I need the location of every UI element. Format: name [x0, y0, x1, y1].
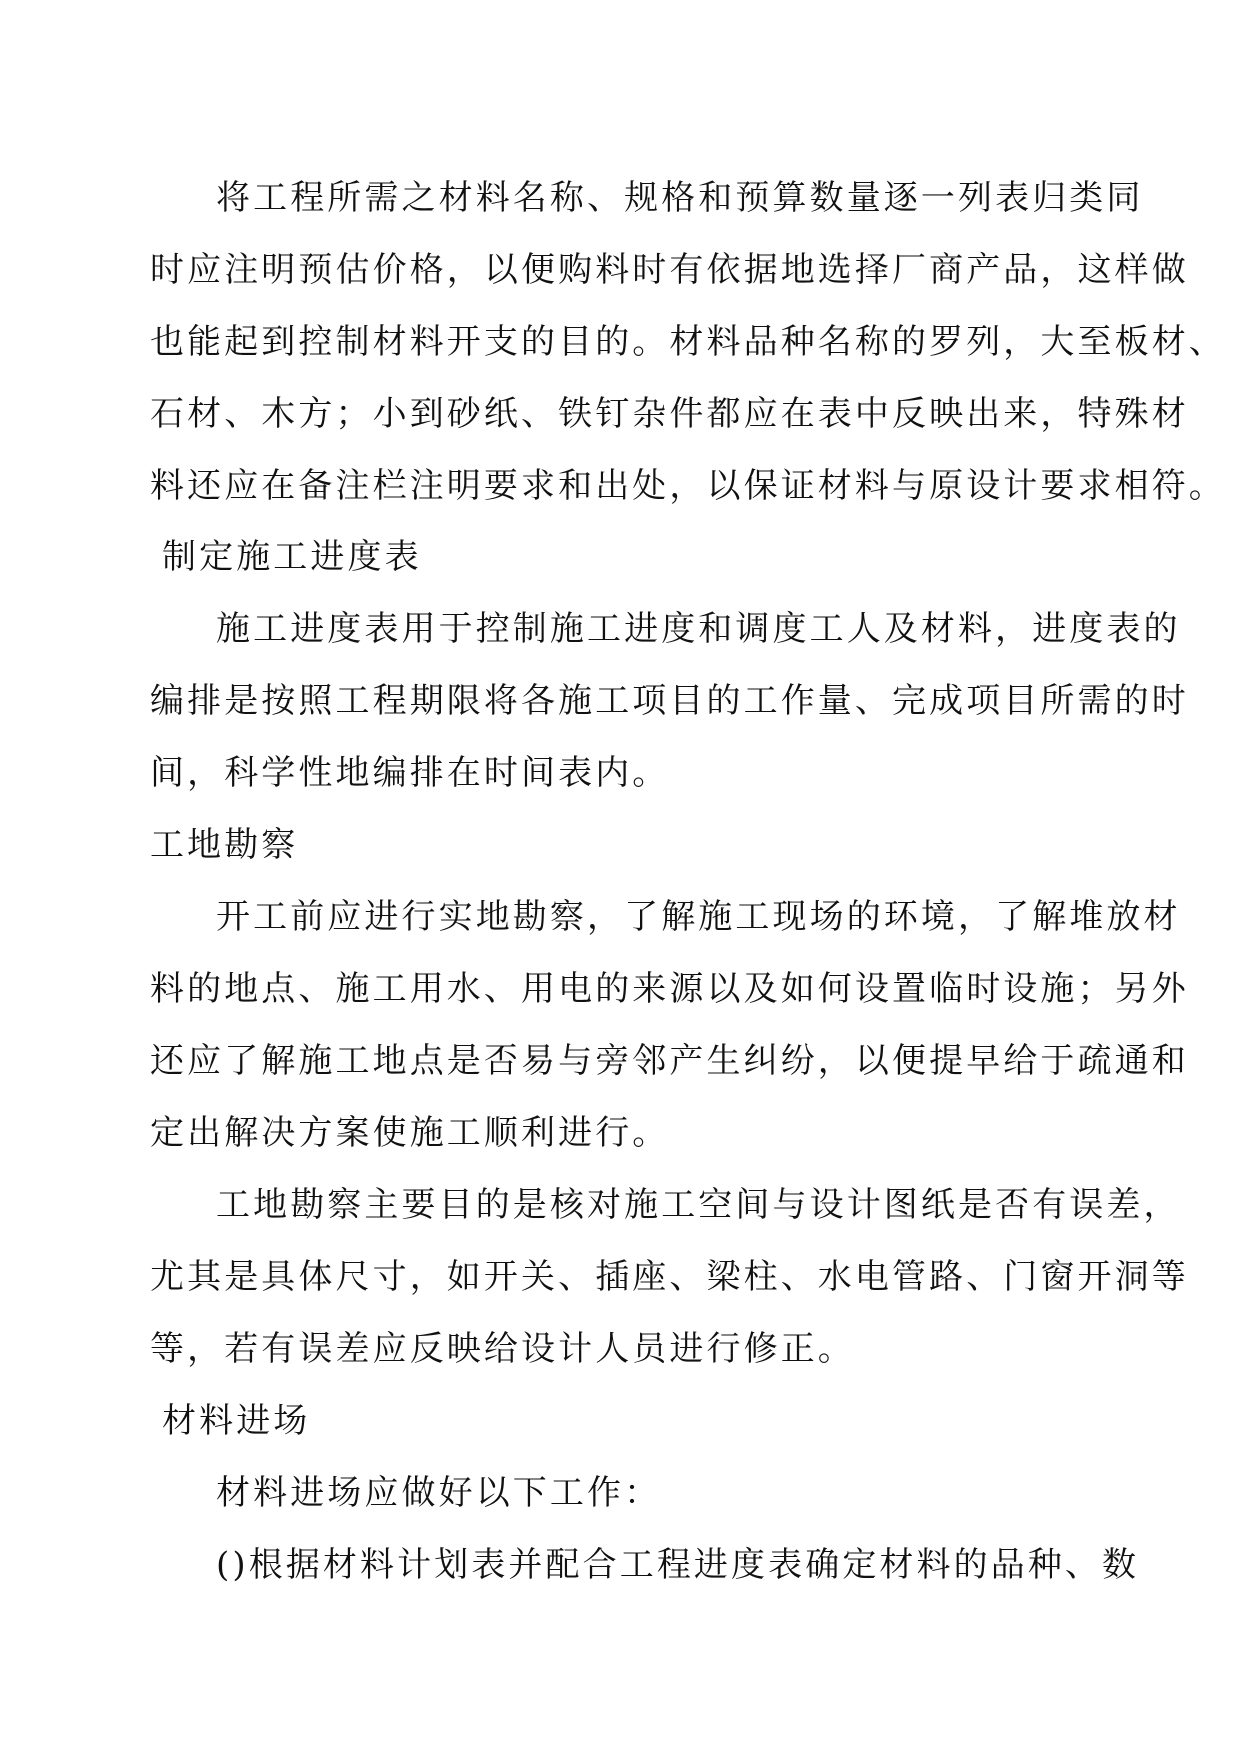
paragraph-line: 料还应在备注栏注明要求和出处，以保证材料与原设计要求相符。: [150, 466, 1226, 506]
paragraph-line: 开工前应进行实地勘察，了解施工现场的环境，了解堆放材: [216, 897, 1181, 937]
paragraph-line: 也能起到控制材料开支的目的。材料品种名称的罗列，大至板材、: [150, 322, 1226, 362]
paragraph-line: 等，若有误差应反映给设计人员进行修正。: [150, 1329, 855, 1369]
paragraph-line: 编排是按照工程期限将各施工项目的工作量、完成项目所需的时: [150, 681, 1189, 721]
paragraph-line: 间，科学性地编排在时间表内。: [150, 753, 670, 793]
paragraph-line: ()根据材料计划表并配合工程进度表确定材料的品种、数: [216, 1545, 1140, 1585]
paragraph-line: 将工程所需之材料名称、规格和预算数量逐一列表归类同: [216, 178, 1144, 218]
paragraph-line: 材料进场应做好以下工作：: [216, 1473, 662, 1513]
paragraph-line: 尤其是具体尺寸，如开关、插座、梁柱、水电管路、门窗开洞等: [150, 1257, 1189, 1297]
paragraph-line: 料的地点、施工用水、用电的来源以及如何设置临时设施；另外: [150, 969, 1189, 1009]
paragraph-line: 还应了解施工地点是否易与旁邻产生纠纷，以便提早给于疏通和: [150, 1041, 1189, 1081]
paragraph-line: 时应注明预估价格，以便购料时有依据地选择厂商产品，这样做: [150, 250, 1189, 290]
paragraph-line: 石材、木方；小到砂纸、铁钉杂件都应在表中反映出来，特殊材: [150, 394, 1189, 434]
section-heading: 材料进场: [162, 1401, 311, 1441]
section-heading: 工地勘察: [150, 825, 299, 865]
paragraph-line: 工地勘察主要目的是核对施工空间与设计图纸是否有误差，: [216, 1185, 1181, 1225]
paragraph-line: 定出解决方案使施工顺利进行。: [150, 1113, 670, 1153]
section-heading: 制定施工进度表: [162, 537, 422, 577]
paragraph-line: 施工进度表用于控制施工进度和调度工人及材料，进度表的: [216, 609, 1181, 649]
